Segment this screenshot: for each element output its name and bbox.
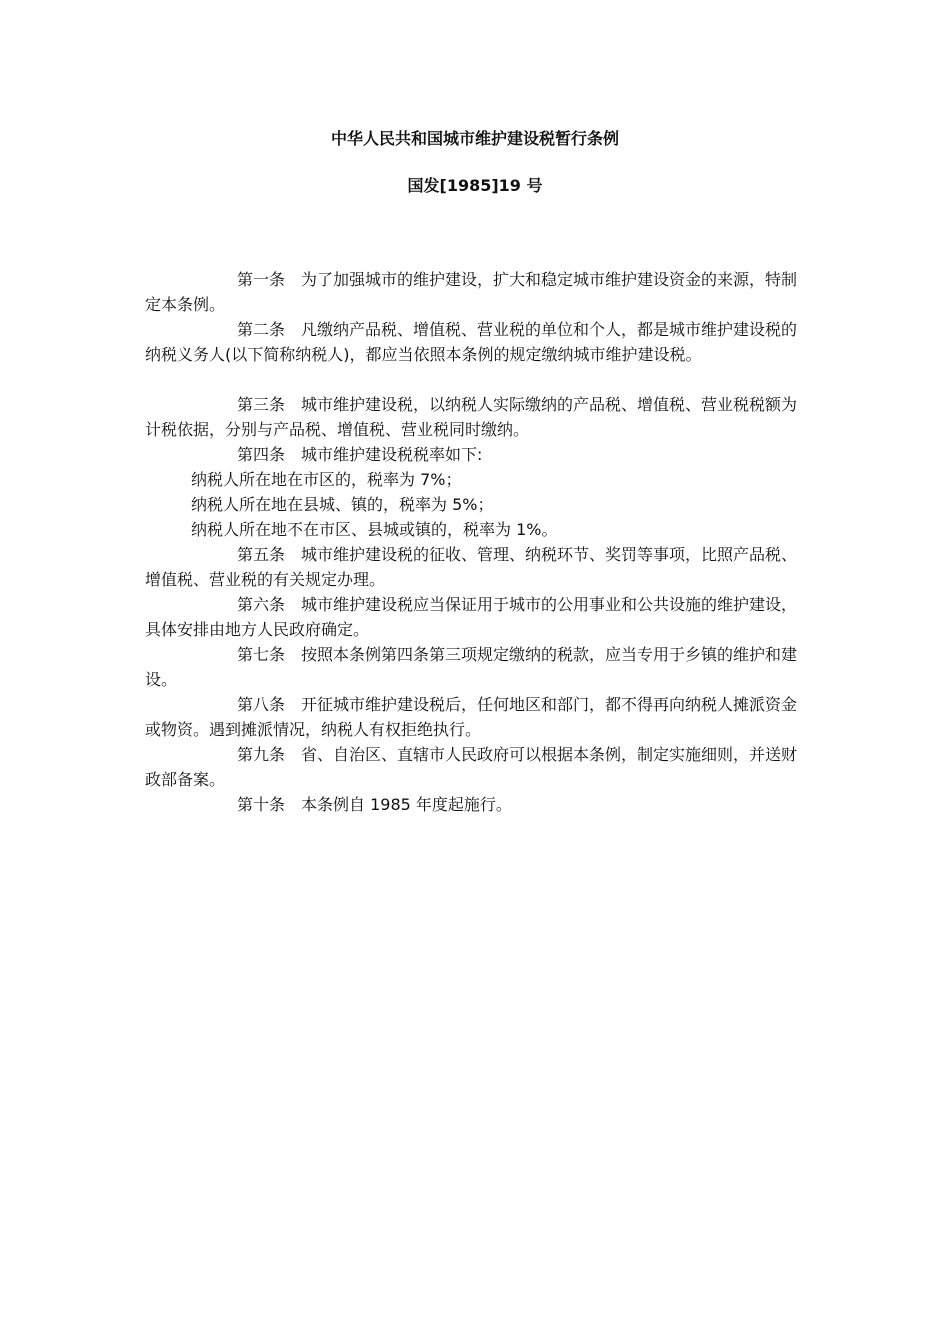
document-body <box>145 267 813 817</box>
article-text: 凡缴纳产品税、增值税、营业税的单位和个人，都是城市维护建设税的纳税义务人(以下简称纳税人)，都应当依照本条例的规定缴纳城市维护建设税。 <box>145 320 798 364</box>
rate-item-3: 纳税人所在地不在市区、县城或镇的，税率为 1%。 <box>191 520 558 539</box>
rate-item-1: 纳税人所在地在市区的，税率为 7%； <box>191 470 462 489</box>
article-2 <box>145 317 813 367</box>
article-text: 省、自治区、直辖市人民政府可以根据本条例，制定实施细则，并送财政部备案。 <box>145 745 798 789</box>
article-number: 第一条 <box>237 270 286 289</box>
article-6 <box>145 592 813 642</box>
article-number: 第六条 <box>237 595 286 614</box>
article-number: 第四条 <box>237 445 286 464</box>
rate-item-2: 纳税人所在地在县城、镇的，税率为 5%； <box>191 495 494 514</box>
article-text: 城市维护建设税，以纳税人实际缴纳的产品税、增值税、营业税税额为计税依据，分别与产品税、增值税、营业税同时缴纳。 <box>145 395 798 439</box>
article-text: 城市维护建设税应当保证用于城市的公用事业和公共设施的维护建设，具体安排由地方人民政府确定。 <box>145 595 798 639</box>
article-10 <box>145 792 813 817</box>
document-number: 国发[1985]19 号 <box>407 176 543 195</box>
article-text: 为了加强城市的维护建设，扩大和稳定城市维护建设资金的来源，特制定本条例。 <box>145 270 798 314</box>
article-number: 第五条 <box>237 545 286 564</box>
article-text: 开征城市维护建设税后，任何地区和部门，都不得再向纳税人摊派资金或物资。遇到摊派情况，纳税人有权拒绝执行。 <box>145 695 798 739</box>
article-number: 第三条 <box>237 395 286 414</box>
article-number: 第七条 <box>237 645 286 664</box>
article-1 <box>145 267 813 317</box>
article-text: 城市维护建设税税率如下: <box>301 445 483 464</box>
article-5 <box>145 542 813 592</box>
article-7 <box>145 642 813 692</box>
article-text: 城市维护建设税的征收、管理、纳税环节、奖罚等事项，比照产品税、增值税、营业税的有关规定办理。 <box>145 545 798 589</box>
article-3 <box>145 392 813 442</box>
article-8 <box>145 692 813 742</box>
article-text: 本条例自 1985 年度起施行。 <box>301 795 512 814</box>
article-4 <box>145 442 813 467</box>
article-text: 按照本条例第四条第三项规定缴纳的税款，应当专用于乡镇的维护和建设。 <box>145 645 798 689</box>
article-9 <box>145 742 813 792</box>
article-number: 第十条 <box>237 795 286 814</box>
article-number: 第九条 <box>237 745 286 764</box>
document-title: 中华人民共和国城市维护建设税暂行条例 <box>330 129 619 148</box>
article-number: 第八条 <box>237 695 286 714</box>
article-number: 第二条 <box>237 320 286 339</box>
